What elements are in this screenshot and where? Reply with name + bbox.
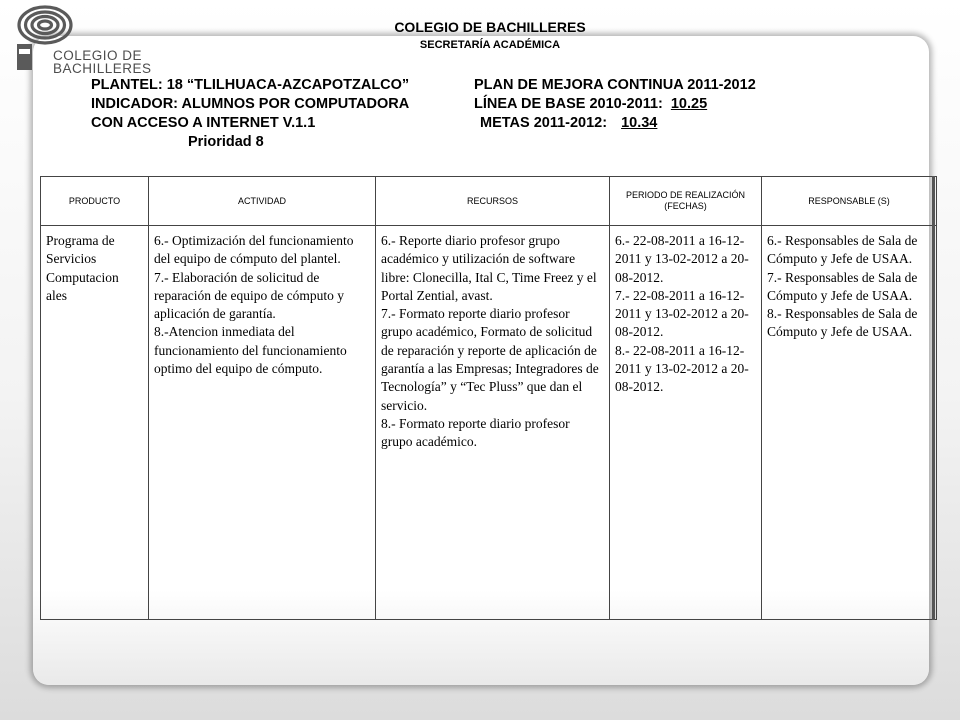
recursos-item: 7.- Formato reporte diario profesor grupo académico, Formato de solicitud de reparación y reporte de aplicación de garantía a las Empresas; Integradores de Tecnología” y “Tec Pluss” que dan el servicio.: [381, 306, 599, 413]
metas-label: METAS 2011-2012:: [480, 115, 608, 131]
metas-value: 10.34: [621, 115, 658, 131]
col-periodo: PERIODO DE REALIZACIÓN (FECHAS): [610, 177, 762, 226]
prioridad-label: Prioridad 8: [188, 134, 264, 150]
responsable-item: 7.- Responsables de Sala de Cómputo y Jefe de USAA.: [767, 269, 918, 303]
indicador-label: INDICADOR: ALUMNOS POR COMPUTADORA: [91, 96, 410, 112]
periodo-item: 7.- 22-08-2011 a 16-12-2011 y 13-02-2012 a 20-08-2012.: [615, 287, 749, 340]
linea-base-label: LÍNEA DE BASE 2010-2011:: [474, 96, 663, 112]
colegio-logo: [14, 3, 152, 81]
cell-actividad: [149, 226, 376, 620]
metas: [480, 114, 657, 132]
table-right-border: [932, 176, 935, 620]
recursos-item: 6.- Reporte diario profesor grupo académico y utilización de software libre: Clonecilla, Ital C, Time Freez y el Portal Zential, avast.: [381, 233, 597, 303]
actividad-item: 6.- Optimización del funcionamiento del equipo de cómputo del plantel.: [154, 233, 354, 267]
plan-title: PLAN DE MEJORA CONTINUA 2011-2012: [474, 77, 756, 93]
col-producto: PRODUCTO: [41, 177, 149, 226]
org-subtitle: SECRETARÍA ACADÉMICA: [419, 39, 561, 51]
acceso-label: CON ACCESO A INTERNET V.1.1: [91, 115, 316, 131]
col-actividad: ACTIVIDAD: [149, 177, 376, 226]
cell-recursos: [376, 226, 610, 620]
plan-table: [40, 176, 937, 620]
recursos-item: 8.- Formato reporte diario profesor grupo académico.: [381, 415, 570, 450]
col-responsable: RESPONSABLE (S): [762, 177, 937, 226]
table-row: [41, 226, 937, 620]
linea-base: [474, 95, 707, 113]
plantel-label: PLANTEL: 18 “TLILHUACA-AZCAPOTZALCO”: [91, 77, 410, 93]
responsable-item: 6.- Responsables de Sala de Cómputo y Jefe de USAA.: [767, 233, 918, 267]
producto-text: Programa de Servicios Computacion ales: [46, 233, 119, 303]
cell-producto: [41, 226, 149, 620]
org-title: COLEGIO DE BACHILLERES: [394, 19, 586, 35]
responsable-item: 8.- Responsables de Sala de Cómputo y Jefe de USAA.: [767, 306, 918, 340]
table-header-row: [41, 177, 937, 226]
actividad-item: 7.- Elaboración de solicitud de reparación de equipo de cómputo y aplicación de garantía.: [154, 269, 345, 322]
cell-responsable: [762, 226, 937, 620]
actividad-item: 8.-Atencion inmediata del funcionamiento del funcionamiento optimo del equipo de cómputo.: [154, 324, 347, 377]
cell-periodo: [610, 226, 762, 620]
col-recursos: RECURSOS: [376, 177, 610, 226]
logo-text-line2: BACHILLERES: [53, 61, 152, 76]
periodo-item: 6.- 22-08-2011 a 16-12-2011 y 13-02-2012 a 20-08-2012.: [615, 233, 749, 285]
periodo-item: 8.- 22-08-2011 a 16-12-2011 y 13-02-2012 a 20-08-2012.: [615, 342, 749, 395]
logo-text-line1: COLEGIO DE: [53, 48, 143, 63]
linea-base-value: 10.25: [670, 96, 708, 112]
